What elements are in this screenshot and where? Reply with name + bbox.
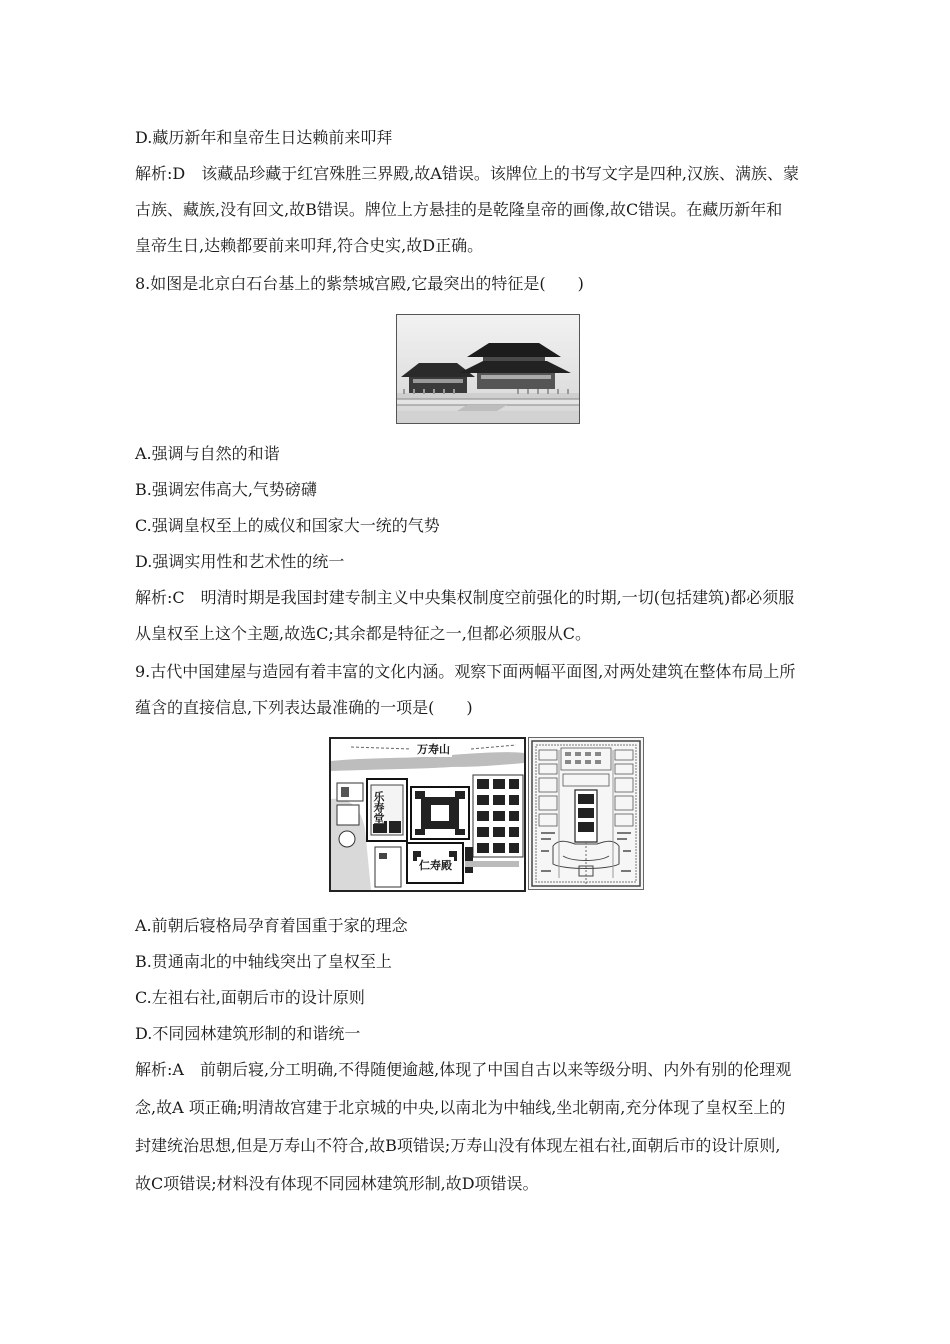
label-wanshoushan: 万寿山 — [417, 743, 450, 756]
summer-palace-plan — [329, 737, 526, 892]
q9-option-c: C.左祖右社,面朝后市的设计原则 — [135, 988, 365, 1007]
q8-option-a: A.强调与自然的和谐 — [135, 444, 280, 463]
q9-analysis-line: 解析:A 前朝后寝,分工明确,不得随便逾越,体现了中国自古以来等级分明、内外有别的伦理观 — [135, 1060, 792, 1079]
q7-option-d: D.藏历新年和皇帝生日达赖前来叩拜 — [135, 128, 393, 147]
forbidden-city-plan — [528, 737, 644, 890]
label-leshoutang: 乐寿堂 — [372, 791, 385, 824]
q9-analysis-line: 念,故A 项正确;明清故宫建于北京城的中央,以南北为中轴线,坐北朝南,充分体现了皇权至上的 — [135, 1098, 786, 1117]
q7-analysis-line: 古族、藏族,没有回文,故B错误。牌位上方悬挂的是乾隆皇帝的画像,故C错误。在藏历新年和 — [135, 200, 783, 219]
q9-option-a: A.前朝后寝格局孕育着国重于家的理念 — [135, 916, 408, 935]
q9-stem-line: 蕴含的直接信息,下列表达最准确的一项是( ) — [135, 698, 473, 717]
q9-option-b: B.贯通南北的中轴线突出了皇权至上 — [135, 952, 392, 971]
q9-analysis-line: 故C项错误;材料没有体现不同园林建筑形制,故D项错误。 — [135, 1174, 539, 1193]
q9-stem-line: 9.古代中国建屋与造园有着丰富的文化内涵。观察下面两幅平面图,对两处建筑在整体布局上所 — [135, 662, 796, 681]
q9-option-d: D.不同园林建筑形制的和谐统一 — [135, 1024, 361, 1043]
q8-option-c: C.强调皇权至上的威仪和国家大一统的气势 — [135, 516, 440, 535]
q8-analysis-line: 从皇权至上这个主题,故选C;其余都是特征之一,但都必须服从C。 — [135, 624, 592, 643]
q7-analysis-line: 解析:D 该藏品珍藏于红宫殊胜三界殿,故A错误。该牌位上的书写文字是四种,汉族、满族、蒙 — [135, 164, 799, 183]
forbidden-city-photo — [396, 314, 580, 424]
label-renshoudian: 仁寿殿 — [419, 859, 452, 872]
q8-analysis-line: 解析:C 明清时期是我国封建专制主义中央集权制度空前强化的时期,一切(包括建筑)都必须服 — [135, 588, 795, 607]
q8-option-b: B.强调宏伟高大,气势磅礴 — [135, 480, 317, 499]
q7-analysis-line: 皇帝生日,达赖都要前来叩拜,符合史实,故D正确。 — [135, 236, 484, 255]
q9-analysis-line: 封建统治思想,但是万寿山不符合,故B项错误;万寿山没有体现左祖右社,面朝后市的设计原则, — [135, 1136, 781, 1155]
q8-stem: 8.如图是北京白石台基上的紫禁城宫殿,它最突出的特征是( ) — [135, 274, 584, 293]
q8-option-d: D.强调实用性和艺术性的统一 — [135, 552, 345, 571]
